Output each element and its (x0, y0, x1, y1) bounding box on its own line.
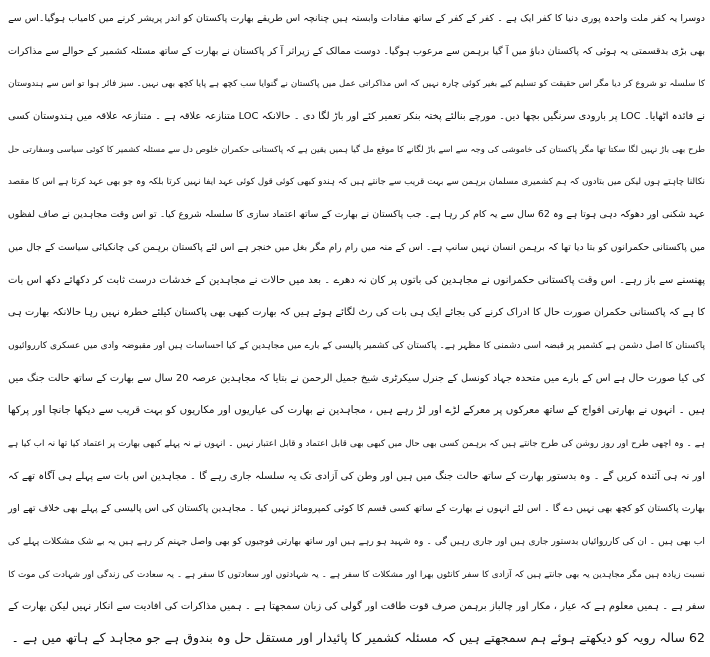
text-line: ہیں ۔ انہوں نے بھارتی افواج کے ساتھ معرکوں پر معرکے لڑے اور لڑ رہے ہیں ، مجاہدین نے بھارت کی عیاریوں اور مکاریوں کو بہت قریب سے دیکھا جانچا اور پرکھا (7, 404, 705, 417)
text-line-row-last (5, 622, 705, 655)
text-line: کا سلسلہ تو شروع کر دیا مگر اس حقیقت کو تسلیم کیے بغیر کوئی چارہ نہیں کہ اس مذاکراتی عمل میں پاکستان نے گنوایا سب کچھ ہے پایا کچھ بھی نہیں۔ سیز فائر ہوا تو اس سے ہندوستان (8, 79, 705, 90)
text-line: اب بھی ہیں ۔ ان کی کارروائیاں بدستور جاری ہیں اور جاری رہیں گی ۔ وہ شہید ہو رہے ہیں اور ساتھ بھارتی فوجیوں کو بھی واصل جہنم کر رہے ہیں یہ بے شک مشکلات پہلے کی (7, 536, 705, 547)
text-line-row (5, 557, 705, 590)
text-line-row (5, 66, 705, 99)
text-line-row (5, 132, 705, 165)
text-line-row (5, 34, 705, 67)
text-line-row (5, 393, 705, 426)
text-line: پاکستان کا اصل دشمن ہے کشمیر پر قبضہ اسی دشمنی کا مظہر ہے۔ پاکستان کی کشمیر پالیسی کے بارے میں مجاہدین کے کیا احساسات ہیں اور مقبوضہ وادی میں عسکری کارروائیوں (8, 340, 705, 351)
text-line-row (5, 491, 705, 524)
text-line: ہے ۔ وہ اچھی طرح اور روز روشن کی طرح جانتے ہیں کہ برہمن کسی بھی حال میں کبھی بھی قابل اعتماد و قابل اعتبار نہیں ۔ انہوں نے نہ پہلے کبھی بھارت پر اعتماد کیا تھا نہ اب کیا ہے (7, 438, 705, 449)
text-line-row (5, 197, 705, 230)
text-line-row (5, 328, 705, 361)
text-line: کا ہے کہ پاکستانی حکمران صورت حال کا ادراک کرنے کی بجائے ایک ہی بات کی رٹ لگائے ہوئے ہیں کہ بھارت کبھی بھی پاکستان کیلئے خطرہ نہیں رہا حالانکہ بھارت ہی (7, 307, 705, 319)
text-line-row (5, 361, 705, 394)
text-line: میں پاکستانی حکمرانوں کو بتا دیا تھا کہ برہمن انسان نہیں سانپ ہے۔ اس کے منہ میں رام رام مگر بغل میں خنجر ہے اس لئے پاکستان برہمن کی چانکیائی سیاست کے جال میں (8, 241, 705, 253)
text-line-row (5, 263, 705, 296)
text-line-row (5, 1, 705, 34)
text-line: کی کیا صورت حال ہے اس کے بارے میں متحدہ جہاد کونسل کے جنرل سیکرٹری شیخ جمیل الرحمن نے بتایا کہ مجاہدین عرصہ 20 سال سے بھارت کے ساتھ حالت جنگ میں (8, 372, 705, 384)
text-line-row (5, 230, 705, 263)
text-line-row (5, 459, 705, 492)
text-line: پھنسنے سے باز رہے۔ اس وقت پاکستانی حکمرانوں نے مجاہدین کی باتوں پر کان نہ دھرے ۔ بعد میں حالات نے مجاہدین کے خدشات درست ثابت کر دکھائے دکھ اس بات (7, 274, 705, 286)
text-line-row (5, 589, 705, 622)
text-line: اور نہ ہی آئندہ کریں گے ۔ وہ بدستور بھارت کے ساتھ حالت جنگ میں ہیں اور وطن کی آزادی تک یہ سلسلہ جاری رہے گا ۔ مجاہدین اس بات سے پہلے ہی آگاہ تھے کہ (8, 470, 705, 482)
text-line: 62 سالہ رویہ کو دیکھتے ہوئے ہم سمجھتے ہیں کہ مسئلہ کشمیر کا پائیدار اور مستقل حل وہ بندوق ہے جو مجاہد کے ہاتھ میں ہے ۔ (11, 630, 705, 646)
text-line: دوسرا یہ کفر ملت واحدہ پوری دنیا کا کفر ایک ہے ۔ کفر کے کفر کے ساتھ مفادات وابستہ ہیں چنانچہ اس طریقے بھارت پاکستان کو اندر پریشر کرنے میں کامیاب ہوگیا۔اس سے (8, 13, 705, 24)
text-line: بھی بڑی بدقسمتی یہ ہوئی کہ پاکستان دباؤ میں آ گیا برہمن سے مرعوب ہوگیا۔ دوست ممالک کے زیراثر آ کر پاکستان نے بھارت کے ساتھ مسئلہ کشمیر کے حوالے سے مذاکرات (8, 45, 705, 57)
text-line: سفر ہے ۔ ہمیں معلوم ہے کہ عیار ، مکار اور چالباز برہمن صرف قوت طاقت اور گولی کی زبان سمجھتا ہے ۔ ہمیں مذاکرات کی افادیت سے انکار نہیں لیکن بھارت کے (8, 601, 705, 613)
text-line: عہد شکنی اور دھوکہ دہی ہوتا ہے وہ 62 سال سے یہ کام کر رہا ہے۔ جب پاکستان نے بھارت کے ساتھ اعتماد سازی کا سلسلہ شروع کیا۔ تو اس وقت مجاہدین نے صاف لفظوں (7, 209, 705, 221)
text-line-row (5, 99, 705, 132)
text-line: طرح بھی باڑ نہیں لگا سکتا تھا مگر پاکستان کی خاموشی کی وجہ سے اسے باڑ لگانے کا موقع مل گیا ہمیں یقین ہے کہ پاکستانی حکمران خلوص دل سے مسئلہ کشمیر کا کوئی سیاسی وسفارتی حل (7, 143, 705, 154)
text-line: بھارت پاکستان کو کچھ بھی نہیں دے گا ۔ اس لئے انہوں نے بھارت کے ساتھ کسی قسم کا کوئی کمپرومائز نہیں کیا ۔ مجاہدین پاکستان کی اس پالیسی کے پہلے بھی خلاف تھے اور (8, 503, 705, 515)
text-line-row (5, 524, 705, 557)
text-line: نسبت زیادہ ہیں مگر مجاہدین یہ بھی جانتے ہیں کہ آزادی کا سفر کانٹوں بھرا اور مشکلات کا سفر ہے ۔ یہ شہادتوں اور سعادتوں کا سفر ہے ۔ یہ سعادت کی زندگی اور شہادت کی موت کا (8, 569, 705, 580)
text-line: نے فائدہ اٹھایا۔ LOC پر بارودی سرنگیں بچھا دیں۔ مورچے بنالئے پختہ بنکر تعمیر کئے اور باڑ لگا دی ۔ حالانکہ LOC متنازعہ علاقہ ہے ۔ متنازعہ علاقہ میں ہندوستان کسی (7, 111, 705, 123)
text-line-row (5, 426, 705, 459)
text-line: نکالنا چاہتے ہوں لیکن میں بتادوں کہ ہم کشمیری مسلمان برہمن سے بہت قریب سے جانتے ہیں کہ ہندو کبھی کوئی قول کوئی عہد ایفا نہیں کرتا بلکہ وہ جو بھی عہد کرتا ہے اس کا مقصد (8, 177, 705, 188)
text-line-row (5, 295, 705, 328)
text-line-row (5, 164, 705, 197)
